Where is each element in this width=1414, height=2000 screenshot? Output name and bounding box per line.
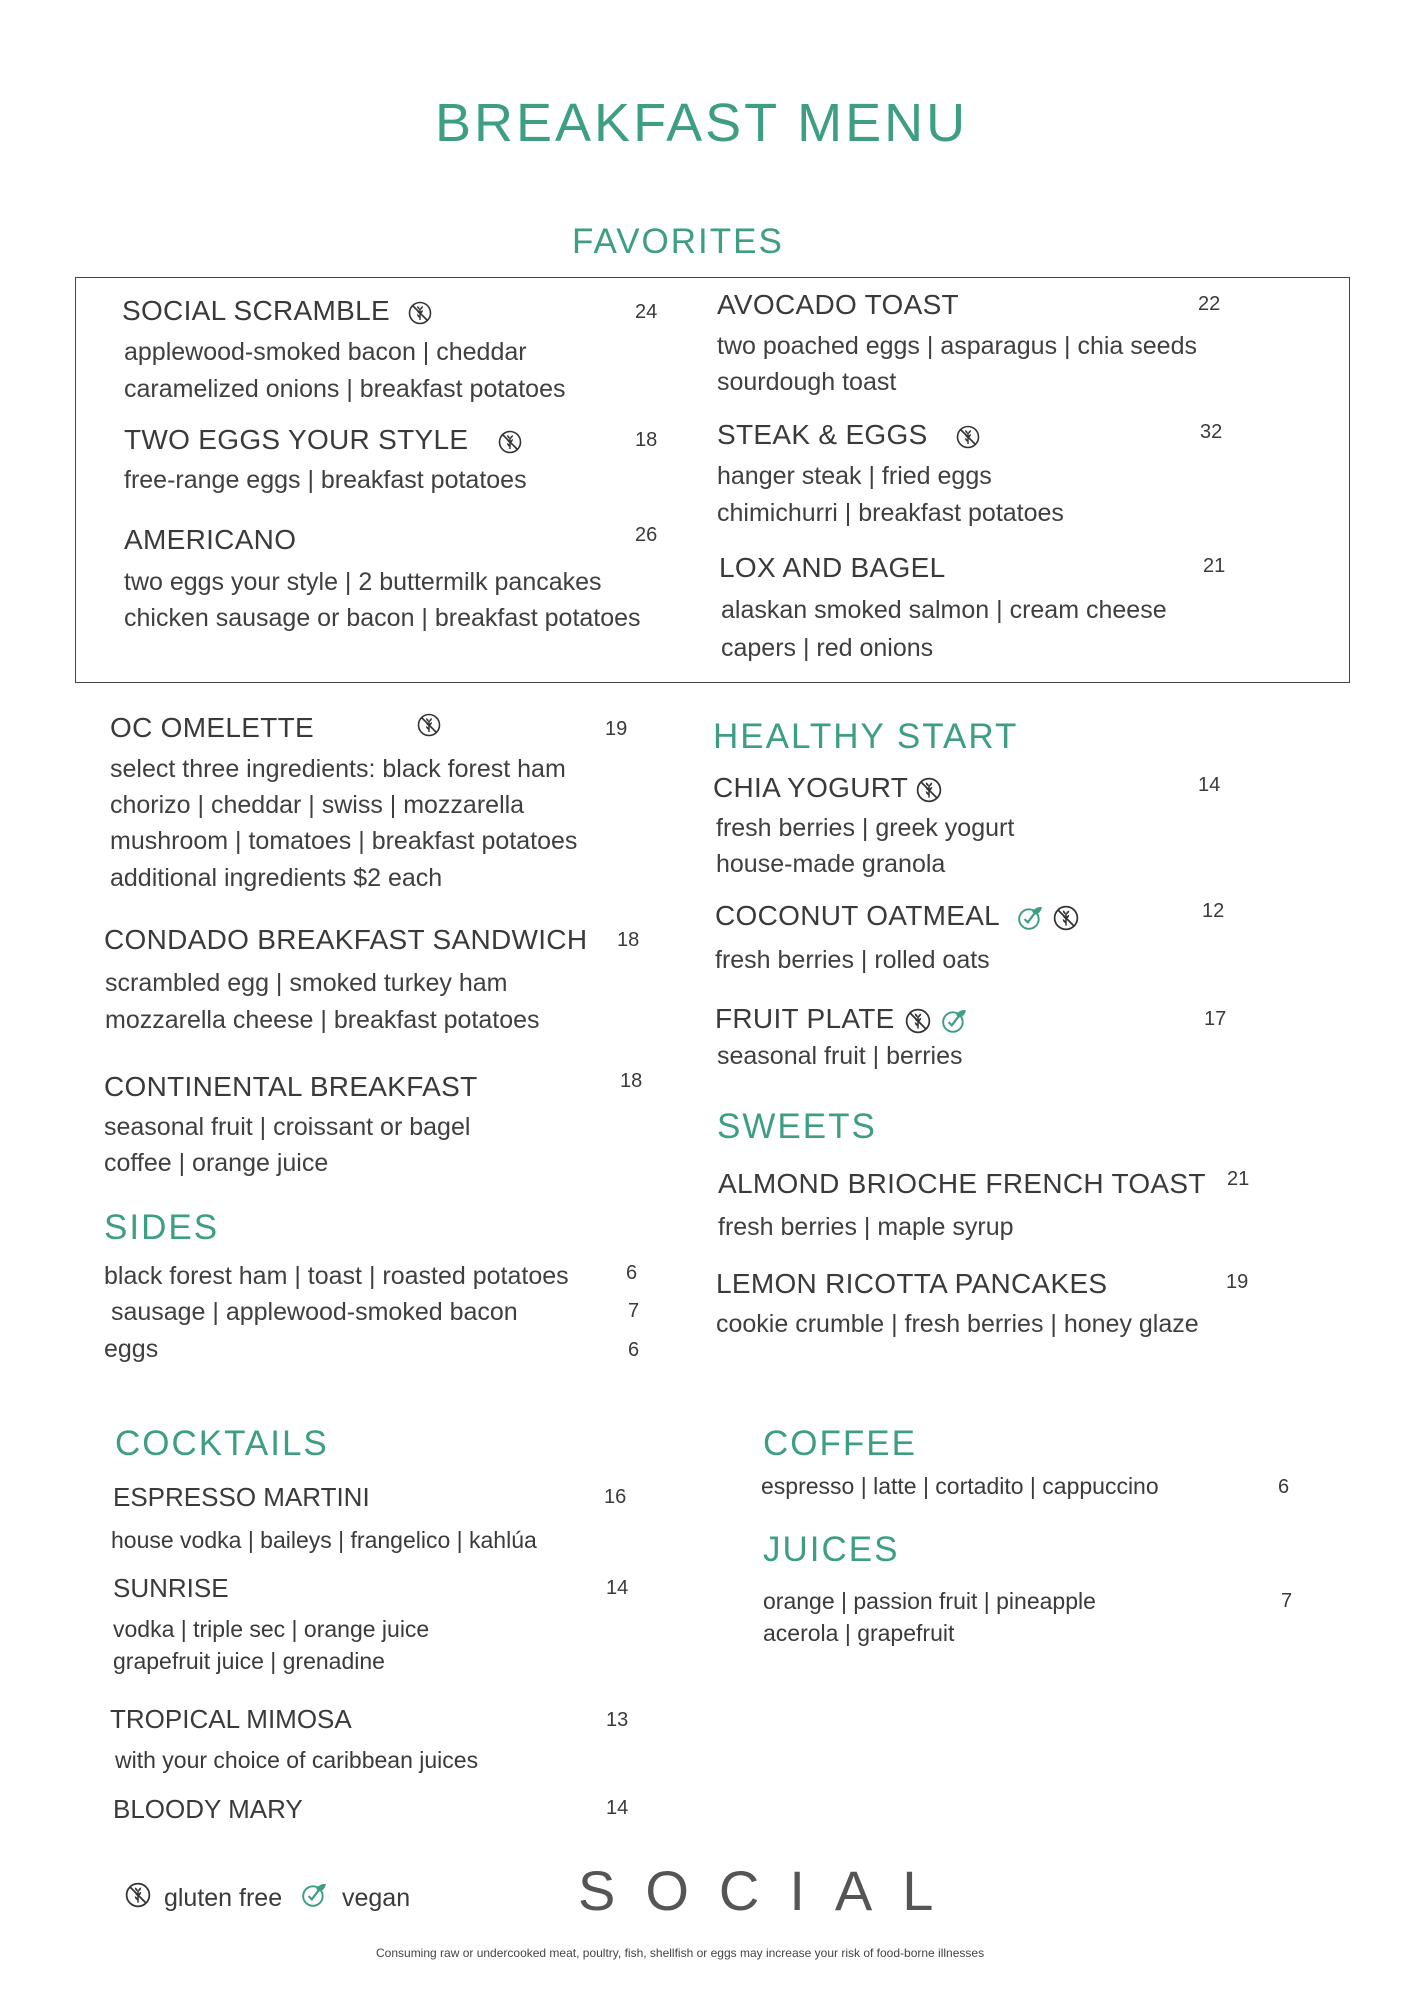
item-desc: espresso | latte | cortadito | cappuccino (761, 1473, 1159, 1499)
price: 7 (628, 1300, 640, 1322)
legend-gluten-free-label: gluten free (163, 1884, 283, 1912)
item-desc: fresh berries | greek yogurt (716, 814, 1015, 842)
section-favorites: FAVORITES (572, 222, 784, 261)
item-desc: applewood-smoked bacon | cheddar (124, 338, 527, 366)
item-desc: mozzarella cheese | breakfast potatoes (105, 1006, 540, 1034)
item-desc: grapefruit juice | grenadine (113, 1648, 385, 1674)
price: 26 (635, 524, 658, 546)
price: 17 (1204, 1008, 1227, 1030)
price: 16 (604, 1486, 627, 1508)
section-coffee: COFFEE (763, 1424, 917, 1463)
gluten-free-icon (408, 301, 432, 325)
item-desc: cookie crumble | fresh berries | honey glaze (716, 1310, 1199, 1338)
item-bloody-mary: BLOODY MARY (113, 1794, 303, 1824)
item-sunrise: SUNRISE (113, 1573, 229, 1603)
item-desc: caramelized onions | breakfast potatoes (124, 375, 566, 403)
item-desc: chicken sausage or bacon | breakfast potatoes (124, 604, 641, 632)
item-desc: house-made granola (716, 850, 946, 878)
item-two-eggs: TWO EGGS YOUR STYLE (124, 424, 522, 456)
item-americano: AMERICANO (124, 524, 297, 555)
price: 13 (606, 1709, 629, 1731)
price: 12 (1202, 900, 1225, 922)
item-desc: two poached eggs | asparagus | chia seeds (717, 332, 1197, 360)
price: 21 (1203, 555, 1226, 577)
price: 32 (1200, 421, 1223, 443)
item-oc-omelette: OC OMELETTE (110, 712, 314, 743)
price: 6 (1278, 1476, 1290, 1498)
item-steak-eggs: STEAK & EGGS (717, 419, 980, 451)
social-logo: SOCIAL (578, 1859, 964, 1922)
price: 6 (626, 1262, 638, 1284)
item-continental-breakfast: CONTINENTAL BREAKFAST (104, 1071, 478, 1102)
item-desc: alaskan smoked salmon | cream cheese (721, 596, 1167, 624)
item-desc: acerola | grapefruit (763, 1620, 955, 1646)
item-desc: orange | passion fruit | pineapple (763, 1588, 1096, 1614)
side-row: sausage | applewood-smoked bacon (104, 1298, 518, 1326)
price: 21 (1227, 1168, 1250, 1190)
side-row: black forest ham | toast | roasted potatoes (104, 1262, 569, 1290)
page-title: BREAKFAST MENU (435, 93, 969, 153)
price: 24 (635, 301, 658, 323)
item-desc: fresh berries | rolled oats (715, 946, 990, 974)
item-desc: two eggs your style | 2 buttermilk pancakes (124, 568, 602, 596)
item-espresso-martini: ESPRESSO MARTINI (113, 1482, 370, 1512)
item-desc: seasonal fruit | berries (717, 1042, 963, 1070)
gluten-free-icon (905, 1008, 931, 1034)
section-healthy-start: HEALTHY START (713, 717, 1019, 756)
price: 19 (1226, 1271, 1249, 1293)
item-desc: fresh berries | maple syrup (718, 1213, 1014, 1241)
food-safety-disclaimer: Consuming raw or undercooked meat, poultry, fish, shellfish or eggs may increase your risk of food-borne illnesses (376, 1946, 985, 1960)
item-desc: seasonal fruit | croissant or bagel (104, 1113, 471, 1141)
gluten-free-icon (125, 1882, 151, 1915)
section-sides: SIDES (104, 1208, 220, 1247)
item-desc: mushroom | tomatoes | breakfast potatoes (110, 827, 578, 855)
item-avocado-toast: AVOCADO TOAST (717, 289, 959, 320)
price: 6 (628, 1339, 640, 1361)
side-row: eggs (104, 1335, 159, 1363)
legend-vegan-label: vegan (342, 1884, 411, 1912)
gluten-free-icon (498, 430, 522, 454)
price: 22 (1198, 293, 1221, 315)
item-desc: additional ingredients $2 each (110, 864, 443, 892)
item-desc: scrambled egg | smoked turkey ham (105, 969, 508, 997)
vegan-icon (1017, 905, 1043, 931)
item-desc: vodka | triple sec | orange juice (113, 1616, 430, 1642)
price: 7 (1281, 1590, 1293, 1612)
price: 14 (606, 1577, 629, 1599)
item-desc: sourdough toast (717, 368, 897, 396)
item-fruit-plate: FRUIT PLATE (715, 1003, 967, 1035)
price: 18 (620, 1070, 643, 1092)
item-desc: chorizo | cheddar | swiss | mozzarella (110, 791, 525, 819)
item-desc: with your choice of caribbean juices (115, 1747, 479, 1773)
item-french-toast: ALMOND BRIOCHE FRENCH TOAST (718, 1168, 1206, 1199)
item-lox-bagel: LOX AND BAGEL (719, 552, 946, 583)
price: 19 (605, 718, 628, 740)
price: 14 (1198, 774, 1221, 796)
item-desc: free-range eggs | breakfast potatoes (124, 466, 527, 494)
gluten-free-icon (417, 713, 441, 742)
item-desc: hanger steak | fried eggs (717, 462, 992, 490)
item-chia-yogurt: CHIA YOGURT (713, 772, 942, 804)
item-desc: capers | red onions (721, 634, 934, 662)
section-sweets: SWEETS (717, 1107, 877, 1146)
item-tropical-mimosa: TROPICAL MIMOSA (110, 1704, 352, 1734)
item-condado-sandwich: CONDADO BREAKFAST SANDWICH (104, 924, 588, 955)
item-social-scramble: SOCIAL SCRAMBLE (122, 295, 432, 327)
legend (125, 1882, 410, 1915)
item-desc: select three ingredients: black forest ham (110, 755, 566, 783)
price: 18 (617, 929, 640, 951)
item-desc: chimichurri | breakfast potatoes (717, 499, 1064, 527)
gluten-free-icon (1053, 905, 1079, 931)
price: 14 (606, 1797, 629, 1819)
price: 18 (635, 429, 658, 451)
section-juices: JUICES (763, 1530, 900, 1569)
item-desc: coffee | orange juice (104, 1149, 329, 1177)
vegan-icon (941, 1008, 967, 1034)
section-cocktails: COCKTAILS (115, 1424, 329, 1463)
gluten-free-icon (956, 425, 980, 449)
item-desc: house vodka | baileys | frangelico | kahlúa (111, 1527, 537, 1553)
gluten-free-icon (916, 777, 942, 803)
item-lemon-pancakes: LEMON RICOTTA PANCAKES (716, 1268, 1108, 1299)
vegan-icon (301, 1882, 327, 1915)
item-coconut-oatmeal: COCONUT OATMEAL (715, 900, 1079, 932)
